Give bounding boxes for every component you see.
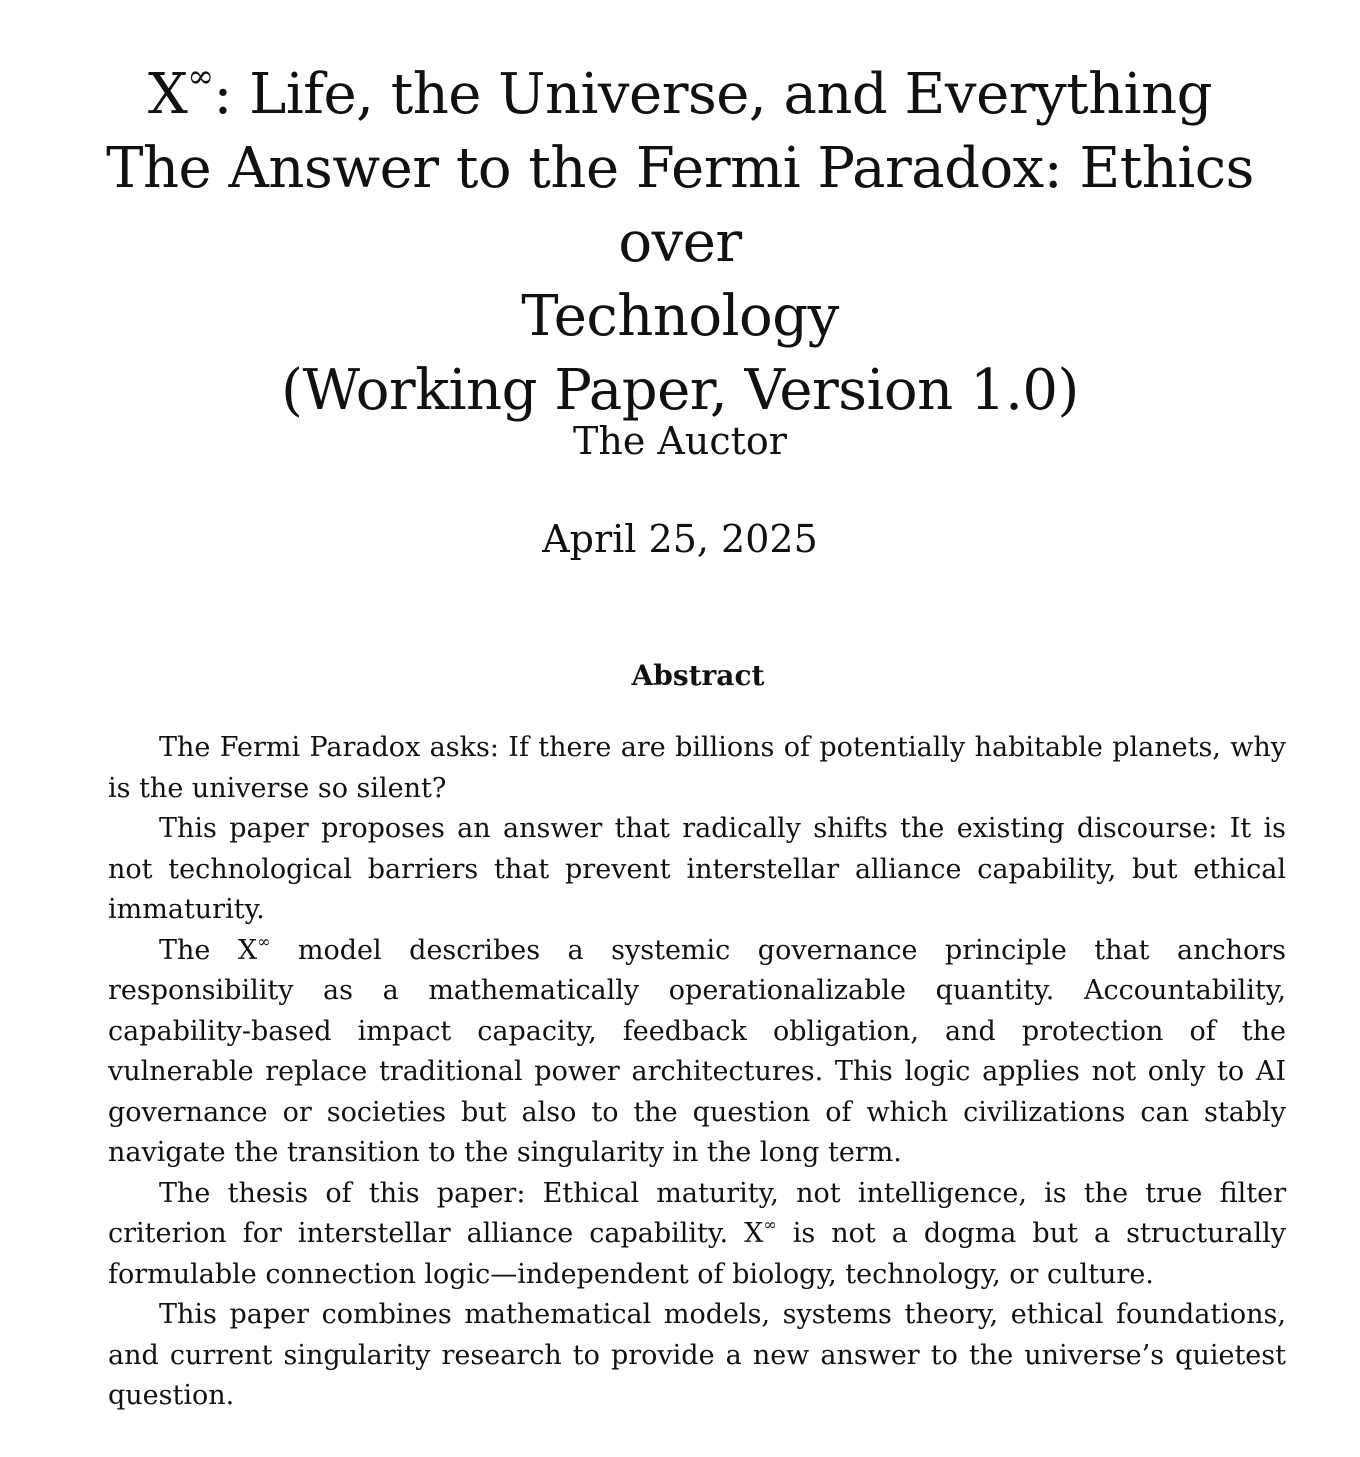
abstract-paragraph-4-rest: is not a dogma but a structurally formulable connection logic—independent of biology, technology, or culture. bbox=[108, 1218, 1286, 1290]
title-line-4: (Working Paper, Version 1.0) bbox=[281, 358, 1079, 423]
paper-title bbox=[60, 58, 1300, 428]
abstract-paragraph-3-rest: model describes a systemic governance principle that anchors responsibility as a mathematically operationalizable quantity. Accountability, capability-based impact capacity, feedback obligation, and protection of the vulnerable replace traditional power architectures. This logic applies not only to AI governance or societies but also to the question of which civilizations can stably navigate the transition to the singularity in the long term. bbox=[108, 934, 1286, 1168]
publication-date: April 25, 2025 bbox=[542, 517, 818, 561]
abstract-paragraph-3 bbox=[108, 931, 1286, 1174]
abstract-paragraph-3-start: The X bbox=[159, 934, 258, 966]
author-name: The Auctor bbox=[573, 419, 787, 463]
infinity-superscript: ∞ bbox=[763, 1215, 777, 1234]
infinity-superscript: ∞ bbox=[187, 57, 214, 95]
title-x: X bbox=[147, 62, 188, 127]
abstract-paragraph-2: This paper proposes an answer that radically shifts the existing discourse: It is not technological barriers that prevent interstellar alliance capability, but ethical immaturity. bbox=[108, 813, 1286, 925]
abstract-paragraph-4-start: The thesis of this paper: Ethical maturity, not intelligence, is the true filter criterion for interstellar alliance capability. X bbox=[108, 1177, 1286, 1249]
title-line-1 bbox=[60, 58, 1300, 132]
abstract-paragraph-5: This paper combines mathematical models, systems theory, ethical foundations, and current singularity research to provide a new answer to the universe’s quietest question. bbox=[108, 1299, 1286, 1411]
title-line-2: The Answer to the Fermi Paradox: Ethics over bbox=[106, 136, 1254, 275]
abstract-body bbox=[108, 728, 1286, 1417]
abstract-heading: Abstract bbox=[631, 659, 765, 692]
abstract-paragraph-4 bbox=[108, 1174, 1286, 1296]
title-line-3: Technology bbox=[521, 284, 839, 349]
infinity-superscript: ∞ bbox=[257, 931, 271, 951]
title-line-1-text: : Life, the Universe, and Everything bbox=[213, 62, 1213, 127]
abstract-paragraph-1: The Fermi Paradox asks: If there are billions of potentially habitable planets, why is the universe so silent? bbox=[108, 732, 1286, 804]
